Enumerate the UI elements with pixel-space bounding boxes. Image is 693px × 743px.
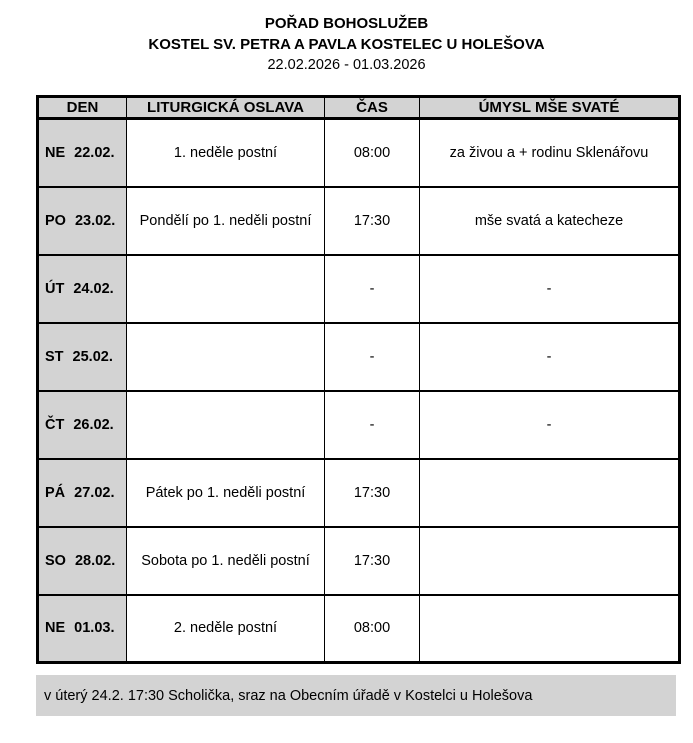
table-row [38, 323, 680, 391]
time-cell: - [325, 255, 420, 323]
day-abbr: NE [45, 144, 66, 161]
day-cell [38, 391, 127, 459]
footer-note: v úterý 24.2. 17:30 Scholička, sraz na Obecním úřadě v Kostelci u Holešova [36, 675, 676, 716]
time-cell: 17:30 [325, 187, 420, 255]
celebration-cell: Sobota po 1. neděli postní [127, 527, 325, 595]
page-title-line1: POŘAD BOHOSLUŽEB [264, 15, 429, 32]
day-date: 24.02. [73, 280, 114, 297]
day-date: 28.02. [74, 552, 116, 569]
title-block [0, 13, 693, 76]
day-cell [38, 323, 127, 391]
day-cell [38, 187, 127, 255]
celebration-cell: 2. neděle postní [127, 595, 325, 663]
day-date: 26.02. [73, 416, 114, 433]
celebration-cell [127, 255, 325, 323]
day-abbr: ČT [45, 416, 65, 433]
celebration-cell: 1. neděle postní [127, 119, 325, 187]
day-cell [38, 595, 127, 663]
day-abbr: PO [45, 212, 66, 229]
day-abbr: PÁ [45, 484, 66, 501]
header-day: DEN [38, 97, 127, 119]
table-row [38, 527, 680, 595]
table-row [38, 255, 680, 323]
intention-cell: - [420, 323, 680, 391]
time-cell: 17:30 [325, 459, 420, 527]
intention-cell [420, 595, 680, 663]
day-date: 01.03. [74, 620, 115, 637]
day-abbr: NE [45, 620, 66, 637]
date-range: 22.02.2026 - 01.03.2026 [267, 57, 426, 73]
day-abbr: SO [45, 552, 66, 569]
time-cell: - [325, 391, 420, 459]
time-cell: 08:00 [325, 595, 420, 663]
celebration-cell: Pondělí po 1. neděli postní [127, 187, 325, 255]
day-date: 25.02. [72, 348, 113, 365]
day-cell [38, 119, 127, 187]
intention-cell: za živou a + rodinu Sklenářovu [420, 119, 680, 187]
table-row [38, 119, 680, 187]
time-cell: - [325, 323, 420, 391]
table-row [38, 391, 680, 459]
day-date: 27.02. [74, 484, 115, 501]
header-intention: ÚMYSL MŠE SVATÉ [420, 97, 680, 119]
celebration-cell [127, 323, 325, 391]
celebration-cell: Pátek po 1. neděli postní [127, 459, 325, 527]
day-date: 22.02. [74, 144, 115, 161]
schedule-table [36, 95, 681, 664]
day-abbr: ÚT [45, 280, 65, 297]
intention-cell: - [420, 391, 680, 459]
day-cell [38, 527, 127, 595]
day-cell [38, 459, 127, 527]
table-row [38, 459, 680, 527]
table-row [38, 595, 680, 663]
celebration-cell [127, 391, 325, 459]
header-celebration: LITURGICKÁ OSLAVA [127, 97, 325, 119]
intention-cell [420, 459, 680, 527]
table-row [38, 187, 680, 255]
time-cell: 17:30 [325, 527, 420, 595]
time-cell: 08:00 [325, 119, 420, 187]
day-date: 23.02. [74, 212, 116, 229]
intention-cell [420, 527, 680, 595]
day-abbr: ST [45, 348, 64, 365]
intention-cell: mše svatá a katecheze [420, 187, 680, 255]
intention-cell: - [420, 255, 680, 323]
header-time: ČAS [325, 97, 420, 119]
page-title-line2: KOSTEL SV. PETRA A PAVLA KOSTELEC U HOLEŠOVA [148, 36, 545, 53]
day-cell [38, 255, 127, 323]
header-row [38, 97, 680, 119]
